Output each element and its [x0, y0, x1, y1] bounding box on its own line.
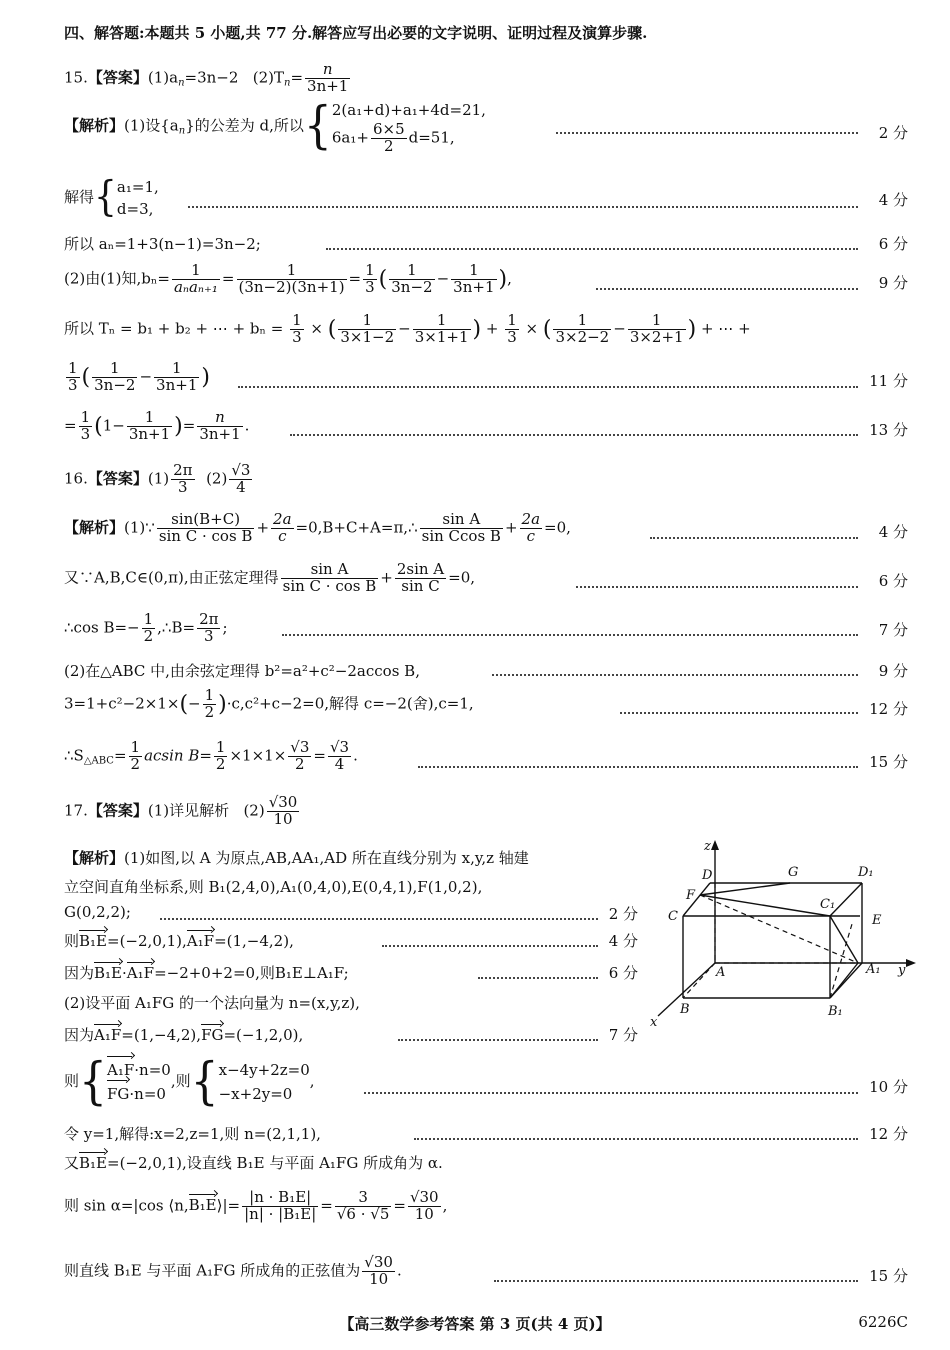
score: 11 分	[869, 372, 908, 390]
q15-answer: 15.【答案】$(1)a_n=3n-2$ $(2)T_n=$ $\frac{n}{3n+1}$	[64, 60, 349, 95]
score: 9 分	[878, 662, 908, 680]
score: 15 分	[869, 1267, 908, 1285]
svg-text:G: G	[788, 865, 799, 880]
score: 6 分	[878, 572, 908, 590]
figure-label: z	[704, 839, 711, 854]
q17-line12: 则直线 B₁E 与平面 A₁FG 所成角的正弦值为 $\frac{√30}{10}$ .	[64, 1253, 402, 1288]
score: 6 分	[878, 235, 908, 253]
section-header: 四、解答题:本题共 5 小题,共 77 分.解答应写出必要的文字说明、证明过程及演算步骤.	[64, 24, 648, 42]
score: 13 分	[869, 421, 908, 439]
score: 2 分	[878, 124, 908, 142]
svg-text:F: F	[686, 888, 696, 903]
q16-line1: 【解析】(1)∵ $\frac{\sin(B+C)}{\text{sin C · cos B}}$ + $\frac{2a}{c}$ =0,B+C+A=π,∴ $\frac{\text{sin A}}{\text{sin Ccos B}}$ + $\frac{2a}{c}$ =0,	[64, 510, 571, 545]
score: 9 分	[878, 274, 908, 292]
cuboid-figure	[640, 838, 920, 1038]
q16-line4: (2)在△ABC 中,由余弦定理得 b²=a²+c²−2accos B,	[64, 662, 420, 680]
svg-text:C: C	[668, 909, 678, 924]
score: 7 分	[878, 621, 908, 639]
q17-line5: 因为B₁E·A₁F=−2+0+2=0,则B₁E⊥A₁F;	[64, 964, 349, 982]
q15-Tn-tail: $\frac{1}{3}$ ( $\frac{1}{3n-2}$ − $\frac{1}{3n+1}$ )	[68, 359, 210, 394]
svg-text:A₁: A₁	[866, 962, 881, 977]
q16-line2: 又∵A,B,C∈(0,π),由正弦定理得 $\frac{\text{sin A}}{\text{sin C · cos B}}$ + $\frac{\text{2sin A}}{\text{sin C}}$ =0,	[64, 560, 476, 595]
footer-code: 6226C	[858, 1313, 908, 1331]
q16-line6: $\therefore S_{\triangle ABC}=$ $\frac{1}{2}$ acsin B= $\frac{1}{2}$ ×1×1× $\frac{√3}{2}$ = $\frac{√3}{4}$ .	[64, 738, 358, 773]
score: 6 分	[608, 964, 638, 982]
score: 4 分	[878, 523, 908, 541]
score: 12 分	[869, 700, 908, 718]
svg-text:B₁: B₁	[828, 1004, 843, 1019]
q17-line6: (2)设平面 A₁FG 的一个法向量为 n=(x,y,z),	[64, 994, 360, 1012]
svg-text:D₁: D₁	[858, 865, 874, 880]
score: 10 分	[869, 1078, 908, 1096]
score: 4 分	[878, 191, 908, 209]
q16-answer: 16.【答案】(1) $\frac{2\pi}{3}$ (2) $\frac{√3}{4}$	[64, 461, 251, 496]
q15-an: 所以 aₙ=1+3(n−1)=3n−2;	[64, 235, 261, 253]
q15-solution-1: 【解析】(1)设$\{a_n\}$的公差为 d,所以{2(a₁+d)+a₁+4d=21, 6a₁+ $\frac{6\times 5}{2}$ d=51,	[64, 96, 486, 155]
score: 4 分	[608, 932, 638, 950]
q15-bn: (2)由(1)知,bₙ= $\frac{1}{\text{aₙaₙ₊₁}}$ = $\frac{1}{(3n-2)(3n+1)}$ = $\frac{1}{3}$ ( $\frac{1}{3n-2}$ − $\frac{1}{3n+1}$ ),	[64, 261, 512, 296]
q17-line10: 又B₁E=(−2,0,1),设直线 B₁E 与平面 A₁FG 所成角为 α.	[64, 1154, 443, 1172]
q17-line7: 因为A₁F=(1,−4,2),FG=(−1,2,0),	[64, 1026, 304, 1044]
svg-text:x: x	[650, 1015, 658, 1030]
q16-line3: ∴cos B=− $\frac{1}{2}$ ,∴B= $\frac{2\pi}{3}$ ;	[64, 610, 228, 645]
q17-line11: 则 sin α=|cos ⟨n,B₁E⟩|= $\frac{\text{|n · B₁E|}}{\text{|n| · |B₁E|}}$ = $\frac{3}{√6 \cdot √5}$ = $\frac{√30}{10}$ ,	[64, 1188, 448, 1223]
q17-line9: 令 y=1,解得:x=2,z=1,则 n=(2,1,1),	[64, 1125, 321, 1143]
svg-text:B: B	[680, 1002, 690, 1017]
svg-text:A: A	[716, 965, 726, 980]
q15-result: = $\frac{1}{3}$ (1− $\frac{1}{3n+1}$ )= $\frac{n}{3n+1}$ .	[64, 408, 250, 443]
score: 7 分	[608, 1026, 638, 1044]
svg-text:D: D	[702, 868, 713, 883]
q17-line1: 【解析】(1)如图,以 A 为原点,AB,AA₁,AD 所在直线分别为 x,y,z 轴建	[64, 849, 529, 867]
svg-text:C₁: C₁	[820, 897, 836, 912]
q17-line8: 则{A₁F·n=0 FG·n=0,则{x−4y+2z=0 −x+2y=0,	[64, 1052, 315, 1111]
svg-text:E: E	[872, 913, 882, 928]
q15-Tn: 所以 Tₙ = b₁ + b₂ + ⋯ + bₙ = $\frac{1}{3}$ × ( $\frac{1}{3\times 1-2}$ − $\frac{1}{3\times 1+1}$ ) + $\frac{1}{3}$ × ( $\frac{1}{3\times 2-2}$ − $\frac{1}{3\times 2+1}$ ) + ⋯ +	[64, 311, 751, 346]
q17-answer: 17.【答案】(1)详见解析 (2) $\frac{√30}{10}$	[64, 793, 298, 828]
q15-solve: 解得{a₁=1, d=3,	[64, 173, 159, 221]
q17-line3: G(0,2,2);	[64, 903, 131, 921]
svg-text:y: y	[898, 963, 906, 978]
score: 12 分	[869, 1125, 908, 1143]
q16-line5: 3=1+c²−2×1×(− $\frac{1}{2}$ )·c,c²+c−2=0,解得 c=−2(舍),c=1,	[64, 686, 474, 721]
q17-line2: 立空间直角坐标系,则 B₁(2,4,0),A₁(0,4,0),E(0,4,1),F(1,0,2),	[64, 878, 483, 896]
score: 15 分	[869, 753, 908, 771]
footer-title: 【高三数学参考答案 第 3 页(共 4 页)】	[339, 1315, 611, 1333]
score: 2 分	[608, 905, 638, 923]
q17-line4: 则B₁E=(−2,0,1),A₁F=(1,−4,2),	[64, 932, 294, 950]
